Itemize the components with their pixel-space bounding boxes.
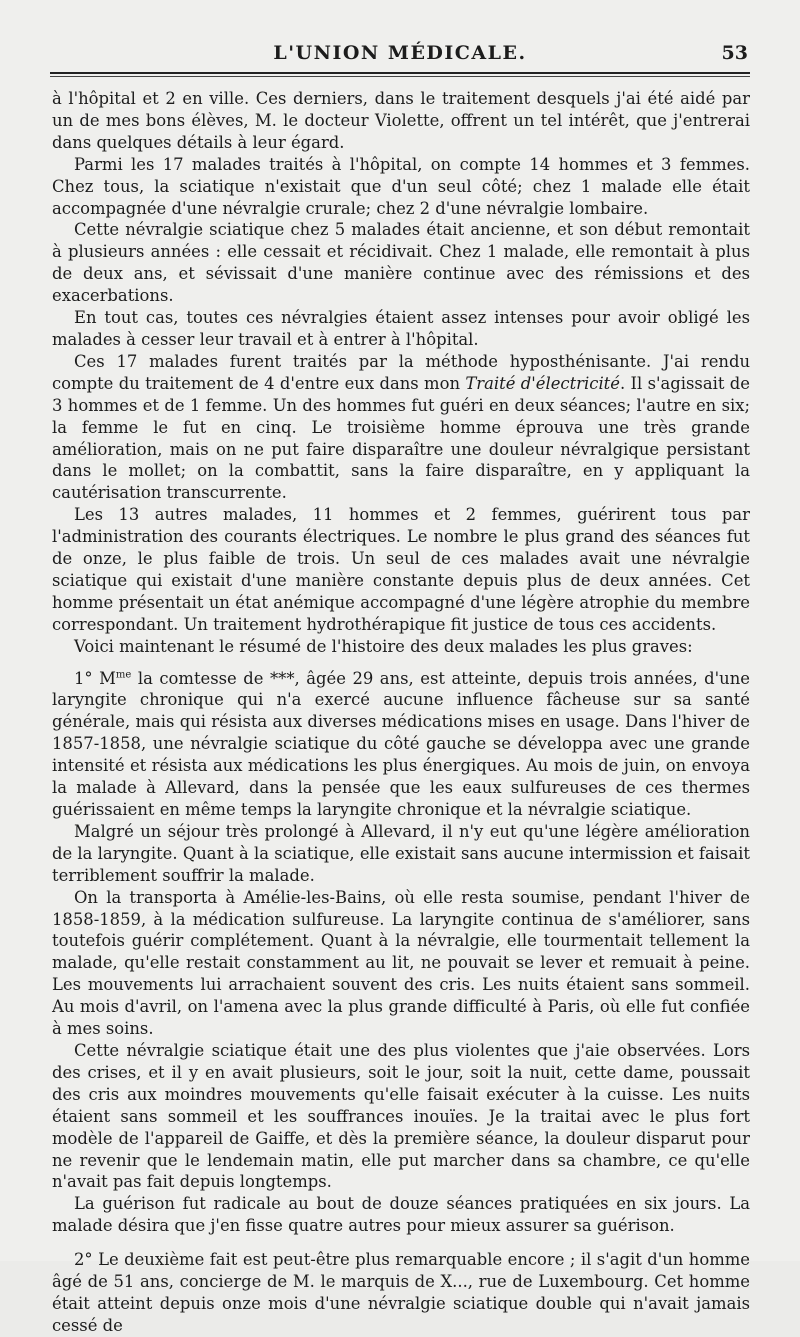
paragraph: Voici maintenant le résumé de l'histoire des deux malades les plus graves: (74, 636, 693, 656)
case-number: 1° M (74, 668, 116, 688)
body-text (52, 88, 750, 1337)
superscript: me (115, 669, 132, 681)
paragraph-text: Ces 17 malades furent traités par la méthode hyposthénisante. J'ai rendu compte du traitement de 4 d'entre eux dans mon (52, 351, 750, 393)
paragraph: Cette névralgie sciatique chez 5 malades était ancienne, et son début remontait à plusieurs années : elle cessait et récidivait. Chez 1 malade, elle remontait à plus de deux ans, et sévissait d'une manière continue avec des rémissions et des exacerbations. (52, 220, 750, 306)
case-paragraph (52, 668, 750, 821)
paragraph: à l'hôpital et 2 en ville. Ces derniers, dans le traitement desquels j'ai été aidé par un de mes bons élèves, M. le docteur Violette, offrent un tel intérêt, que j'entrerai dans quelques détails à leur égard. (52, 89, 750, 152)
case-paragraph: 2° Le deuxième fait est peut-être plus remarquable encore ; il s'agit d'un homme âgé de 51 ans, concierge de M. le marquis de X..., rue de Luxembourg. Cet homme était atteint depuis onze mois d'une névralgie sciatique double qui n'avait jamais cessé de (52, 1250, 750, 1335)
paragraph (52, 351, 750, 504)
paragraph: Malgré un séjour très prolongé à Allevard, il n'y eut qu'une légère amélioration de la laryngite. Quant à la sciatique, elle existait sans aucune intermission et faisait terriblement souffrir la malade. (52, 821, 750, 885)
book-title: Traité d'électricité (465, 373, 620, 393)
paragraph-text: la comtesse de ***, âgée 29 ans, est atteinte, depuis trois années, d'une laryngite chronique qui n'a exercé aucune influence fâcheuse sur sa santé générale, mais qui résista aux diverses médications mises en usage. Dans l'hiver de 1857-1858, une névralgie sciatique du côté gauche se développa avec une grande intensité et résista aux médications les plus énergiques. Au mois de juin, on envoya la malade à Allevard, dans la pensée que les eaux sulfureuses de ces thermes guérissaient en même temps la laryngite chronique et la névralgie sciatique. (52, 668, 750, 819)
paragraph: Cette névralgie sciatique était une des plus violentes que j'aie observées. Lors des crises, et il y en avait plusieurs, soit le jour, soit la nuit, cette dame, poussait des cris aux moindres mouvements qu'elle faisait exécuter à la cuisse. Les nuits étaient sans sommeil et les souffrances inouïes. Je la traitai avec le plus fort modèle de l'appareil de Gaiffe, et dès la première séance, la douleur disparut pour ne revenir que le lendemain matin, elle put marcher dans sa chambre, ce qu'elle n'avait pas fait depuis longtemps. (52, 1040, 750, 1192)
paragraph: Parmi les 17 malades traités à l'hôpital, on compte 14 hommes et 3 femmes. Chez tous, la sciatique n'existait que d'un seul côté; chez 1 malade elle était accompagnée d'une névralgie crurale; chez 2 d'une névralgie lombaire. (52, 154, 750, 218)
paragraph: On la transporta à Amélie-les-Bains, où elle resta soumise, pendant l'hiver de 1858-1859, à la médication sulfureuse. La laryngite continua de s'améliorer, sans toutefois guérir complétement. Quant à la névralgie, elle tourmentait tellement la malade, qu'elle restait constamment au lit, ne pouvait se lever et remuait à peine. Les mouvements lui arrachaient souvent des cris. Les nuits étaient sans sommeil. Au mois d'avril, on l'amena avec la plus grande difficulté à Paris, où elle fut confiée à mes soins. (52, 887, 750, 1039)
spacer (52, 658, 750, 668)
running-title: L'UNION MÉDICALE. (273, 42, 527, 64)
spacer (52, 1237, 750, 1249)
paragraph-text: . Il s'agissait de 3 hommes et de 1 femme. Un des hommes fut guéri en deux séances; l'autre en six; la femme le fut en cinq. Le troisième homme éprouva une très grande amélioration, mais on ne put faire disparaître une douleur névralgique persistant dans le mollet; on la combattit, sans la faire disparaître, en y appliquant la cautérisation transcurrente. (52, 373, 750, 503)
paragraph: En tout cas, toutes ces névralgies étaient assez intenses pour avoir obligé les malades à cesser leur travail et à entrer à l'hôpital. (52, 308, 750, 349)
page-header (48, 36, 752, 68)
paragraph: Les 13 autres malades, 11 hommes et 2 femmes, guérirent tous par l'administration des courants électriques. Le nombre le plus grand des séances fut de onze, le plus faible de trois. Un seul de ces malades avait une névralgie sciatique qui existait d'une manière constante depuis plus de deux années. Cet homme présentait un état anémique accompagné d'une légère atrophie du membre correspondant. Un traitement hydrothérapique fit justice de tous ces accidents. (52, 505, 750, 634)
page-number: 53 (721, 42, 748, 64)
header-rule (50, 72, 750, 77)
paragraph: La guérison fut radicale au bout de douze séances pratiquées en six jours. La malade désira que j'en fisse quatre autres pour mieux assurer sa guérison. (52, 1194, 750, 1236)
